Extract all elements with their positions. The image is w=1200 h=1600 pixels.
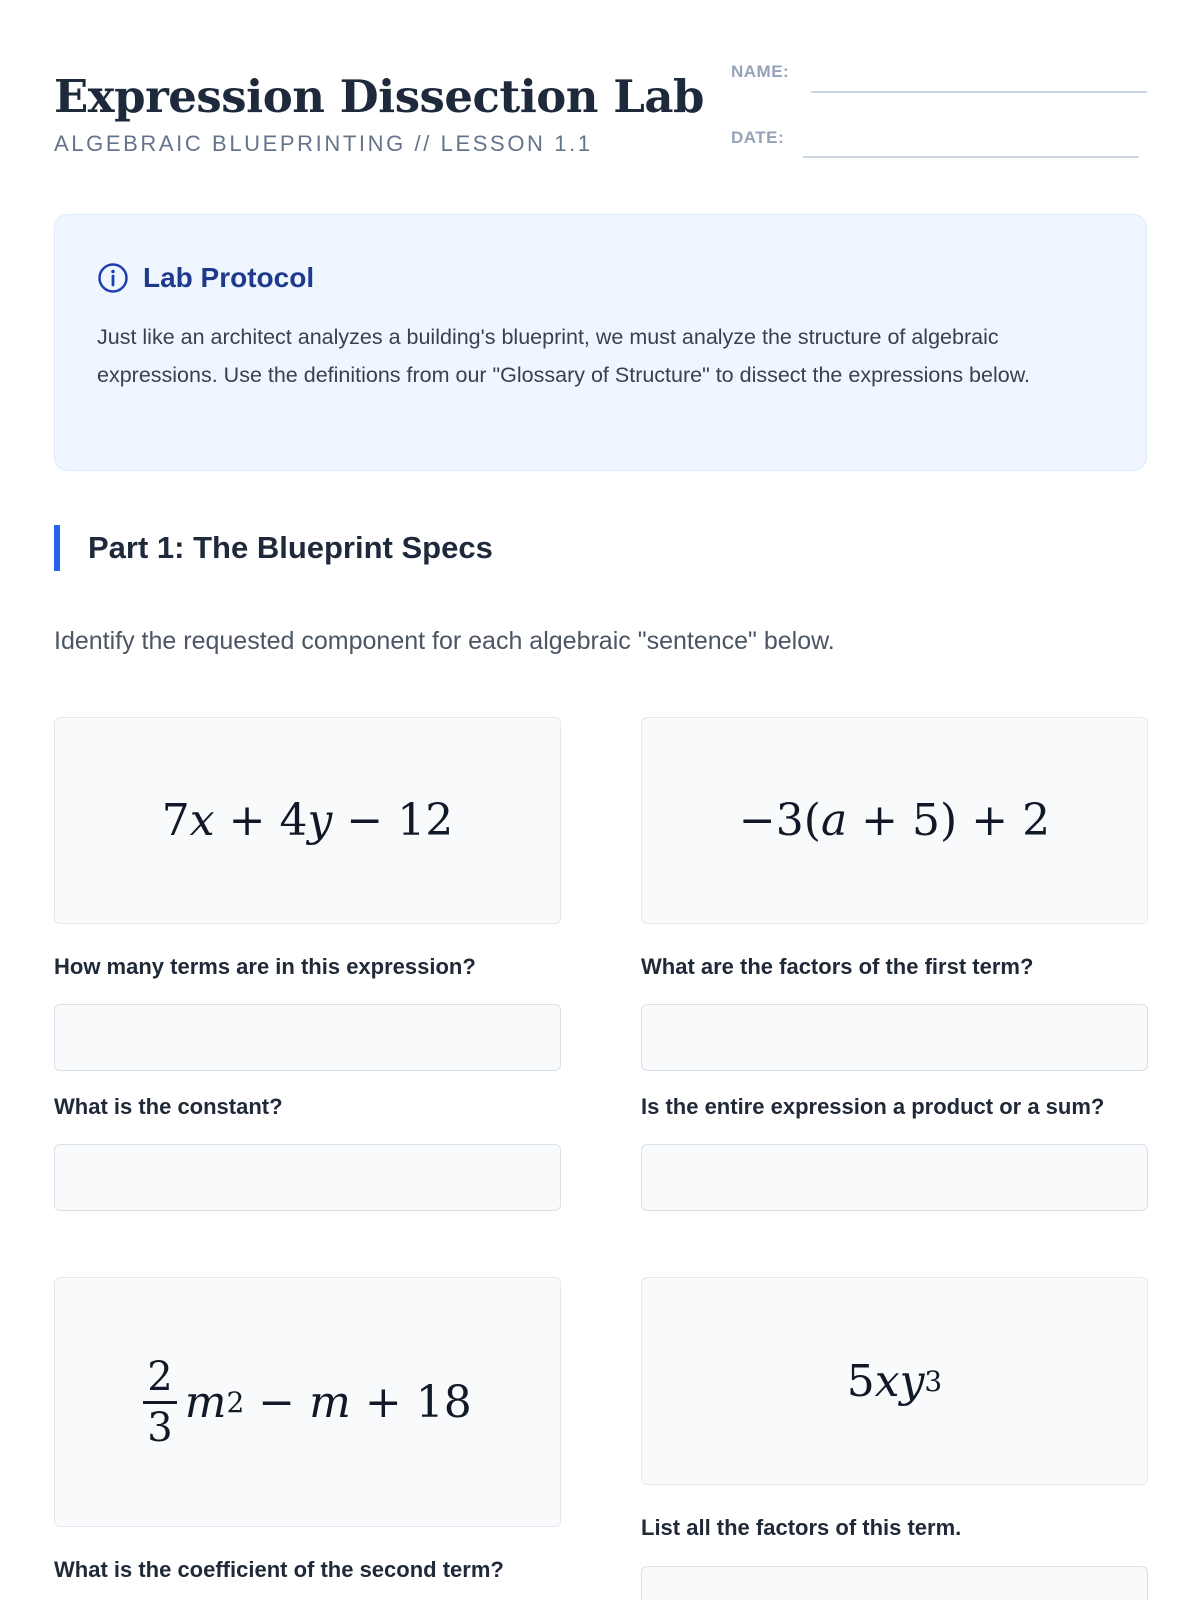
expression-3 bbox=[143, 1355, 472, 1450]
expr1-op-2: − bbox=[346, 795, 384, 846]
expr4-var-2: y bbox=[899, 1355, 925, 1407]
expr3-var-2: m bbox=[309, 1376, 351, 1428]
expr3-var-1: m bbox=[184, 1376, 227, 1428]
name-field[interactable] bbox=[811, 62, 1147, 93]
expr2-var-1: a bbox=[820, 795, 848, 846]
expr1-var-1: x bbox=[189, 795, 215, 846]
expr2-const-2: 2 bbox=[1022, 795, 1051, 846]
expr3-fraction bbox=[143, 1355, 176, 1450]
question-2b: Is the entire expression a product or a sum? bbox=[641, 1094, 1105, 1119]
expr1-op-1: + bbox=[228, 795, 266, 846]
question-4a: List all the factors of this term. bbox=[641, 1515, 962, 1540]
answer-field-2a[interactable] bbox=[641, 1004, 1148, 1071]
answer-field-4a[interactable] bbox=[641, 1566, 1148, 1600]
name-label: NAME: bbox=[731, 62, 790, 81]
info-icon bbox=[97, 262, 129, 294]
question-1a: How many terms are in this expression? bbox=[54, 954, 476, 979]
expression-box-3 bbox=[54, 1277, 561, 1527]
expression-1 bbox=[162, 795, 453, 846]
page-subtitle: ALGEBRAIC BLUEPRINTING // LESSON 1.1 bbox=[54, 131, 593, 156]
expr3-numerator: 2 bbox=[143, 1355, 176, 1404]
expr2-op-1: + bbox=[861, 795, 899, 846]
protocol-text: Just like an architect analyzes a building's blueprint, we must analyze the structure of algebraic expressions. Use the definitions from our "Glossary of Structure" to dissect the expressions below. bbox=[97, 325, 1031, 387]
expr1-coef-1: 7 bbox=[161, 795, 190, 846]
answer-field-1b[interactable] bbox=[54, 1144, 561, 1211]
expression-2 bbox=[739, 795, 1050, 846]
lab-protocol-box bbox=[54, 214, 1147, 471]
expr4-coef: 5 bbox=[846, 1355, 875, 1407]
expression-box-4 bbox=[641, 1277, 1148, 1485]
question-1b: What is the constant? bbox=[54, 1094, 283, 1119]
expr3-op-2: + bbox=[364, 1376, 402, 1428]
answer-field-2b[interactable] bbox=[641, 1144, 1148, 1211]
protocol-header bbox=[97, 261, 314, 295]
expression-box-2 bbox=[641, 717, 1148, 924]
expr1-constant: 12 bbox=[397, 795, 454, 846]
expression-box-1 bbox=[54, 717, 561, 924]
expr2-const-1: 5) bbox=[912, 795, 958, 846]
worksheet-header bbox=[54, 62, 1147, 170]
question-2a: What are the factors of the first term? bbox=[641, 954, 1034, 979]
expr3-constant: 18 bbox=[415, 1376, 472, 1428]
expr2-op-2: + bbox=[971, 795, 1009, 846]
expr3-op-1: − bbox=[258, 1376, 296, 1428]
expr3-denominator: 3 bbox=[147, 1404, 173, 1451]
page-title: Expression Dissection Lab bbox=[54, 70, 704, 123]
part1-instructions: Identify the requested component for each algebraic "sentence" below. bbox=[54, 627, 835, 655]
protocol-title: Lab Protocol bbox=[143, 262, 315, 293]
expr4-exponent: 3 bbox=[924, 1364, 943, 1398]
expr1-var-2: y bbox=[307, 795, 333, 846]
expr2-neg-factor: −3( bbox=[738, 795, 821, 846]
section-accent-bar bbox=[54, 525, 60, 571]
date-label: DATE: bbox=[731, 128, 785, 147]
expr4-var-1: x bbox=[874, 1355, 900, 1407]
question-3a: What is the coefficient of the second term? bbox=[54, 1557, 504, 1582]
date-field[interactable] bbox=[803, 128, 1139, 158]
expr3-exponent: 2 bbox=[226, 1385, 245, 1419]
expression-4 bbox=[847, 1356, 943, 1407]
answer-field-1a[interactable] bbox=[54, 1004, 561, 1071]
part1-heading bbox=[54, 525, 493, 571]
part1-title: Part 1: The Blueprint Specs bbox=[88, 530, 493, 565]
expr1-coef-2: 4 bbox=[279, 795, 308, 846]
